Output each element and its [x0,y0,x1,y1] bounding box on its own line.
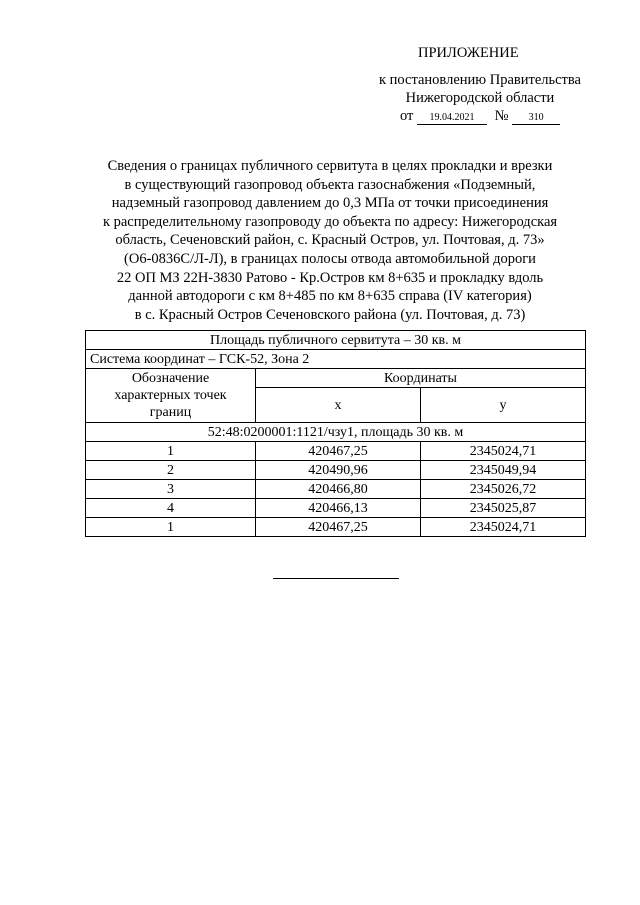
point-cell: 2 [86,461,256,480]
table-row [86,518,586,537]
appendix-line-2: Нижегородской области [405,90,555,106]
table-row [86,461,586,480]
table-row [86,499,586,518]
description-line: область, Сеченовский район, с. Красный Остров, ул. Почтовая, д. 73» [115,232,545,249]
x-column-header: x [256,388,421,423]
description-line: к распределительному газопроводу до объекта по адресу: Нижегородская [102,213,558,230]
description-line: Сведения о границах публичного сервитута в целях прокладки и врезки [107,158,553,174]
y-cell: 2345025,87 [421,499,586,518]
point-cell: 1 [86,442,256,461]
description-line: (О6-0836С/Л-Л), в границах полосы отвода автомобильной дороги [124,250,536,267]
point-cell: 4 [86,499,256,518]
appendix-date-line [330,108,630,125]
coordinates-table [85,330,586,537]
decree-date: 19.04.2021 [417,112,487,125]
description-line: в с. Красный Остров Сеченовского района (ул. Почтовая, д. 73) [134,306,526,323]
point-cell: 1 [86,518,256,537]
coordinate-system: Система координат – ГСК-52, Зона 2 [86,350,586,369]
x-cell: 420466,80 [256,480,421,499]
y-cell: 2345024,71 [421,518,586,537]
description-line: 22 ОП МЗ 22Н-3830 Ратово - Кр.Остров км 8+635 и прокладку вдоль [116,269,544,286]
description-line: надземный газопровод давлением до 0,3 МПа от точки присоединения [111,195,549,212]
y-cell: 2345049,94 [421,461,586,480]
x-cell: 420466,13 [256,499,421,518]
description-line: данной автодороги с км 8+485 по км 8+635 справа (IV категория) [128,288,532,305]
y-cell: 2345024,71 [421,442,586,461]
closing-separator-line [273,578,399,579]
number-label: № [494,108,509,124]
appendix-title: ПРИЛОЖЕНИЕ [418,45,519,61]
x-cell: 420467,25 [256,518,421,537]
points-column-header: Обозначение характерных точек границ [86,369,256,423]
decree-number: 310 [512,112,560,125]
from-label: от [399,108,414,124]
y-cell: 2345026,72 [421,480,586,499]
table-row [86,480,586,499]
description [60,157,600,324]
table-row [86,442,586,461]
y-column-header: y [421,388,586,423]
parcel-row: 52:48:0200001:1121/чзу1, площадь 30 кв. м [86,423,586,442]
servitude-area: Площадь публичного сервитута – 30 кв. м [86,331,586,350]
appendix-line-1: к постановлению Правительства [379,72,581,88]
description-line: в существующий газопровод объекта газоснабжения «Подземный, [124,176,536,193]
point-cell: 3 [86,480,256,499]
x-cell: 420467,25 [256,442,421,461]
x-cell: 420490,96 [256,461,421,480]
coords-column-header: Координаты [256,369,586,388]
